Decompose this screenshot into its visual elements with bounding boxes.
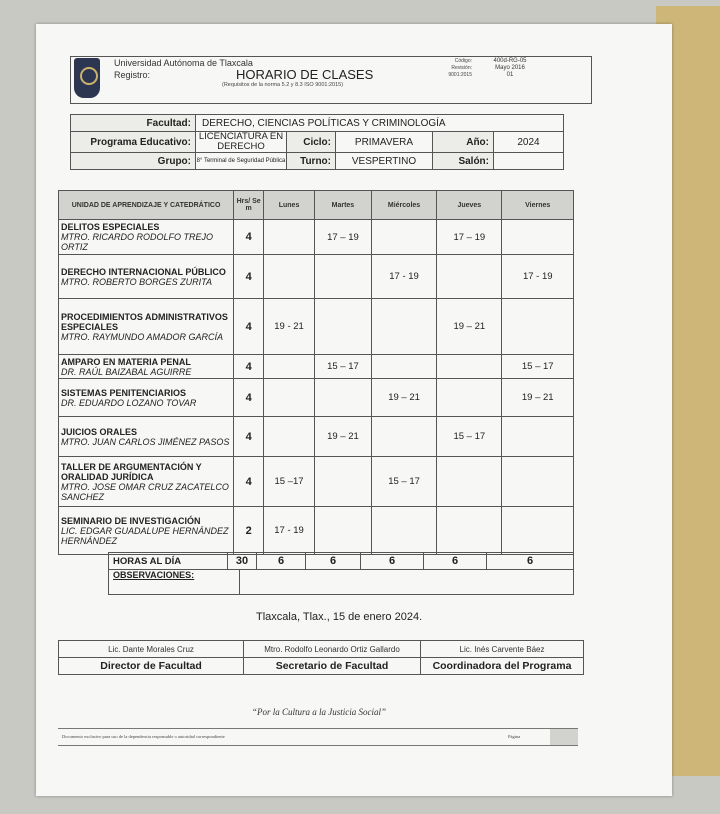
viernes-cell bbox=[502, 417, 574, 457]
header-martes: Martes bbox=[314, 191, 371, 220]
hours-cell: 4 bbox=[234, 255, 264, 299]
subject-cell bbox=[59, 355, 234, 379]
subject-cell bbox=[59, 299, 234, 355]
header-hours: Hrs/ Se m bbox=[234, 191, 264, 220]
revision-number: 01 bbox=[506, 72, 514, 78]
motto: “Por la Cultura a la Justicia Social” bbox=[252, 707, 387, 717]
total-hours: 30 bbox=[228, 553, 257, 570]
subject-name: JUICIOS ORALES bbox=[61, 426, 138, 437]
miercoles-cell: 15 – 17 bbox=[371, 457, 436, 507]
jueves-cell bbox=[437, 507, 502, 555]
martes-cell bbox=[314, 457, 371, 507]
document-title: HORARIO DE CLASES bbox=[236, 67, 374, 82]
ciclo-label: Ciclo: bbox=[287, 132, 336, 153]
martes-hours: 6 bbox=[306, 553, 361, 570]
header-viernes: Viernes bbox=[502, 191, 574, 220]
lunes-cell bbox=[264, 417, 315, 457]
subject-name: TALLER DE ARGUMENTACIÓN Y ORALIDAD JURÍDICA bbox=[61, 461, 202, 482]
hours-cell: 4 bbox=[234, 299, 264, 355]
miercoles-cell bbox=[371, 355, 436, 379]
table-row bbox=[59, 299, 574, 355]
jueves-cell bbox=[437, 457, 502, 507]
university-name: Universidad Autónoma de Tlaxcala bbox=[114, 58, 253, 68]
subject-cell bbox=[59, 255, 234, 299]
table-row bbox=[59, 507, 574, 555]
subject-cell bbox=[59, 457, 234, 507]
hours-cell: 4 bbox=[234, 417, 264, 457]
lunes-cell bbox=[264, 355, 315, 379]
facultad-value: DERECHO, CIENCIAS POLÍTICAS Y CRIMINOLOGÍA bbox=[196, 115, 564, 132]
page-number-box bbox=[550, 729, 578, 745]
subject-name: DELITOS ESPECIALES bbox=[61, 222, 160, 232]
observaciones-value bbox=[240, 570, 574, 595]
hours-cell: 4 bbox=[234, 220, 264, 255]
miercoles-cell bbox=[371, 507, 436, 555]
martes-cell: 15 – 17 bbox=[314, 355, 371, 379]
table-row bbox=[59, 417, 574, 457]
viernes-cell: 19 – 21 bbox=[502, 379, 574, 417]
observaciones-row bbox=[108, 569, 574, 595]
subject-cell bbox=[59, 507, 234, 555]
viernes-cell: 15 – 17 bbox=[502, 355, 574, 379]
hours-cell: 4 bbox=[234, 379, 264, 417]
anio-label: Año: bbox=[433, 132, 494, 153]
table-row bbox=[59, 355, 574, 379]
lunes-cell bbox=[264, 379, 315, 417]
daily-hours-row bbox=[108, 552, 574, 570]
lunes-cell: 19 - 21 bbox=[264, 299, 315, 355]
viernes-cell bbox=[502, 507, 574, 555]
schedule-table bbox=[58, 190, 574, 555]
registro-label: Registro: bbox=[114, 70, 151, 80]
program-info-table bbox=[70, 114, 564, 170]
revision-norm: 9001:2015 bbox=[448, 72, 472, 78]
revision-date: Mayo 2016 bbox=[495, 65, 525, 71]
programa-value: LICENCIATURA EN DERECHO bbox=[196, 132, 287, 153]
signer-role: Secretario de Facultad bbox=[244, 658, 421, 675]
signer-name: Lic. Dante Morales Cruz bbox=[59, 641, 244, 658]
martes-cell bbox=[314, 299, 371, 355]
requirements-note: (Requisitos de la norma 5.2 y 8.3 ISO 9001:2015) bbox=[222, 82, 344, 88]
subject-name: DERECHO INTERNACIONAL PÚBLICO bbox=[61, 266, 226, 277]
codigo-value: 400d-RG-05 bbox=[493, 58, 527, 64]
university-logo-icon bbox=[74, 58, 100, 98]
page-label: Página bbox=[508, 734, 521, 739]
signatures-table bbox=[58, 640, 584, 675]
lunes-cell: 15 –17 bbox=[264, 457, 315, 507]
grupo-label: Grupo: bbox=[71, 153, 196, 170]
signer-role: Director de Facultad bbox=[59, 658, 244, 675]
header-miercoles: Miércoles bbox=[371, 191, 436, 220]
salon-value bbox=[494, 153, 564, 170]
schedule-header-row bbox=[59, 191, 574, 220]
salon-label: Salón: bbox=[433, 153, 494, 170]
viernes-cell bbox=[502, 457, 574, 507]
jueves-hours: 6 bbox=[424, 553, 487, 570]
programa-label: Programa Educativo: bbox=[71, 132, 196, 153]
teacher-name: LIC. EDGAR GUADALUPE HERNÁNDEZ HERNÁNDEZ bbox=[61, 525, 229, 546]
subject-cell bbox=[59, 417, 234, 457]
hours-cell: 2 bbox=[234, 507, 264, 555]
subject-name: SEMINARIO DE INVESTIGACIÓN bbox=[61, 515, 201, 526]
subject-cell bbox=[59, 220, 234, 255]
teacher-name: MTRO. RAYMUNDO AMADOR GARCÍA bbox=[61, 331, 224, 342]
viernes-cell bbox=[502, 299, 574, 355]
teacher-name: DR. EDUARDO LOZANO TOVAR bbox=[61, 397, 197, 408]
lunes-cell bbox=[264, 255, 315, 299]
lunes-cell: 17 - 19 bbox=[264, 507, 315, 555]
grupo-value: 8° Terminal de Seguridad Pública bbox=[196, 153, 287, 170]
jueves-cell: 15 – 17 bbox=[437, 417, 502, 457]
miercoles-cell: 17 - 19 bbox=[371, 255, 436, 299]
signer-name: Lic. Inés Carvente Báez bbox=[421, 641, 584, 658]
header-lunes: Lunes bbox=[264, 191, 315, 220]
codigo-label: Código: bbox=[454, 58, 472, 64]
jueves-cell: 19 – 21 bbox=[437, 299, 502, 355]
subject-name: AMPARO EN MATERIA PENAL bbox=[61, 356, 191, 367]
header-jueves: Jueves bbox=[437, 191, 502, 220]
signer-role: Coordinadora del Programa bbox=[421, 658, 584, 675]
footer-note: Documento exclusivo para uso de la dependencia responsable o autoridad correspondiente bbox=[62, 734, 225, 739]
table-row bbox=[59, 379, 574, 417]
hours-cell: 4 bbox=[234, 355, 264, 379]
teacher-name: MTRO. RICARDO RODOLFO TREJO ORTIZ bbox=[61, 232, 214, 252]
teacher-name: MTRO. ROBERTO BORGES ZURITA bbox=[61, 276, 213, 287]
anio-value: 2024 bbox=[494, 132, 564, 153]
jueves-cell bbox=[437, 355, 502, 379]
subject-cell bbox=[59, 379, 234, 417]
turno-label: Turno: bbox=[287, 153, 336, 170]
lunes-hours: 6 bbox=[257, 553, 306, 570]
miercoles-cell bbox=[371, 417, 436, 457]
code-values bbox=[482, 58, 538, 79]
martes-cell bbox=[314, 255, 371, 299]
jueves-cell: 17 – 19 bbox=[437, 220, 502, 255]
document-footer bbox=[58, 728, 578, 746]
martes-cell bbox=[314, 379, 371, 417]
teacher-name: MTRO. JUAN CARLOS JIMÉNEZ PASOS bbox=[61, 436, 230, 447]
place-date: Tlaxcala, Tlax., 15 de enero 2024. bbox=[256, 611, 423, 623]
hours-cell: 4 bbox=[234, 457, 264, 507]
lunes-cell bbox=[264, 220, 315, 255]
subject-name: SISTEMAS PENITENCIARIOS bbox=[61, 387, 187, 398]
teacher-name: DR. RAÚL BAIZABAL AGUIRRE bbox=[61, 366, 192, 377]
header-subject: UNIDAD DE APRENDIZAJE Y CATEDRÁTICO bbox=[59, 191, 234, 220]
teacher-name: MTRO. JOSE OMAR CRUZ ZACATELCO SANCHEZ bbox=[61, 481, 229, 502]
viernes-hours: 6 bbox=[487, 553, 574, 570]
miercoles-cell bbox=[371, 299, 436, 355]
martes-cell bbox=[314, 507, 371, 555]
miercoles-cell: 19 – 21 bbox=[371, 379, 436, 417]
facultad-label: Facultad: bbox=[71, 115, 196, 132]
revision-label: Revisión: bbox=[451, 65, 472, 71]
document-page bbox=[36, 24, 672, 796]
ciclo-value: PRIMAVERA bbox=[336, 132, 433, 153]
code-labels bbox=[432, 58, 472, 79]
observaciones-label: OBSERVACIONES: bbox=[109, 570, 240, 595]
subject-name: PROCEDIMIENTOS ADMINISTRATIVOS ESPECIALES bbox=[61, 311, 228, 332]
viernes-cell: 17 - 19 bbox=[502, 255, 574, 299]
table-row bbox=[59, 220, 574, 255]
table-row bbox=[59, 255, 574, 299]
jueves-cell bbox=[437, 255, 502, 299]
miercoles-cell bbox=[371, 220, 436, 255]
table-row bbox=[59, 457, 574, 507]
miercoles-hours: 6 bbox=[361, 553, 424, 570]
turno-value: VESPERTINO bbox=[336, 153, 433, 170]
daily-hours-label: HORAS AL DÍA bbox=[109, 553, 228, 570]
viernes-cell bbox=[502, 220, 574, 255]
signer-name: Mtro. Rodolfo Leonardo Ortiz Gallardo bbox=[244, 641, 421, 658]
jueves-cell bbox=[437, 379, 502, 417]
martes-cell: 17 – 19 bbox=[314, 220, 371, 255]
martes-cell: 19 – 21 bbox=[314, 417, 371, 457]
